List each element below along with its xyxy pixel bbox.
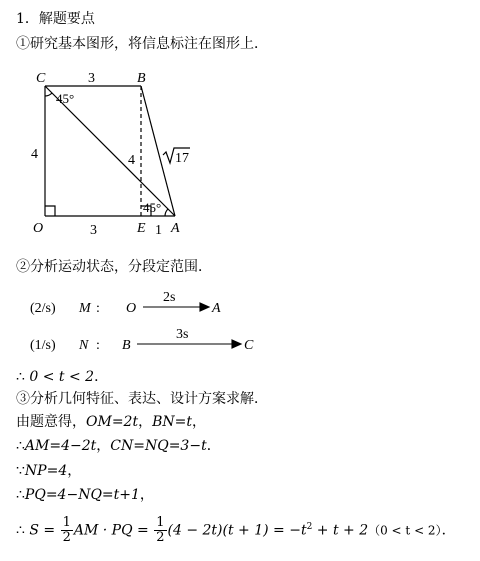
motion-row2-point: N [79,338,89,353]
eq5-expr-a: (4 − 2t)(t + 1) = −t [167,522,307,539]
eq2-am: AM=4−2t [24,438,97,454]
eq2-end: ． [206,438,221,454]
eq5-symbol: ∴ [16,522,25,539]
motion-row1-time: 2s [163,290,176,305]
eq1-bn: BN=t [152,414,192,430]
equation-line-5 [16,510,456,548]
eq2-cn: CN=NQ=3−t [110,438,207,454]
motion-row2-colon: : [96,338,100,353]
equation-line-1 [16,413,206,431]
angle-A-label: 45° [143,200,162,215]
frac1-den: 2 [62,530,71,546]
range-end: ． [94,369,109,385]
fraction-half-2 [154,516,166,545]
eq3-np: NP=4 [24,463,68,479]
eq5-mid: AM · PQ = [73,522,149,539]
length-EA: 1 [155,223,162,238]
equation-line-2 [16,437,221,455]
frac2-num: 1 [156,515,165,531]
motion-row2-speed: (1/s) [30,338,56,353]
frac2-den: 2 [156,530,165,546]
label-E: E [137,221,146,236]
eq5-expr-b: + t + 2 [312,522,369,539]
frac1-num: 1 [62,515,71,531]
eq5-exponent: 2 [306,522,313,532]
eq1-sep: ， [138,414,153,430]
label-B: B [137,71,146,86]
arrow-N-head [232,340,241,348]
motion-row1-speed: (2/s) [30,301,56,316]
label-A: A [171,221,180,236]
step-1-text: ①研究基本图形，将信息标注在图形上． [16,36,268,52]
eq2-symbol: ∴ [16,438,25,454]
motion-row2-start: B [122,338,131,353]
label-C: C [36,71,46,86]
motion-row1-colon: : [96,301,100,316]
fraction-half-1 [61,516,73,545]
angle-C-label: 45° [56,91,75,106]
step-3-text: ③分析几何特征、表达、设计方案求解． [16,391,268,407]
eq4-end: ， [139,487,154,503]
motion-row1-point: M [79,301,91,316]
equation-line-4 [16,486,154,504]
step-2-text: ②分析运动状态，分段定范围． [16,259,212,275]
length-CB: 3 [88,71,95,86]
length-BE: 4 [128,153,135,168]
eq2-sep: ， [96,438,111,454]
length-OC: 4 [31,147,38,162]
motion-row1-end: A [212,301,221,316]
angle-arc-C [45,93,52,96]
motion-row2-time: 3s [176,327,189,342]
right-angle-mark-O [45,206,55,216]
length-OE: 3 [90,223,97,238]
eq5-range: （0 < t < 2） [368,523,442,538]
range-line [16,368,108,386]
eq1-prefix: 由题意得， [16,414,86,430]
range-expression: 0 < t < 2 [29,369,95,385]
eq5-s: S = [29,522,56,539]
edge-BA [141,86,175,216]
eq4-symbol: ∴ [16,487,25,503]
eq3-end: ， [67,463,82,479]
eq1-end: ， [191,414,206,430]
label-O: O [33,221,44,236]
eq5-end: ． [441,522,456,539]
angle-arc-A [165,209,168,216]
arrow-M-head [200,303,209,311]
eq1-om: OM=2t [86,414,139,430]
eq3-symbol: ∵ [16,463,25,479]
equation-line-3 [16,462,81,480]
eq4-pq: PQ=4−NQ=t+1 [24,487,140,503]
length-AB: 17 [175,151,189,166]
section-heading: 1．解题要点 [16,11,95,27]
motion-row2-end: C [244,338,254,353]
therefore-symbol: ∴ [16,369,25,385]
motion-row1-start: O [126,301,137,316]
